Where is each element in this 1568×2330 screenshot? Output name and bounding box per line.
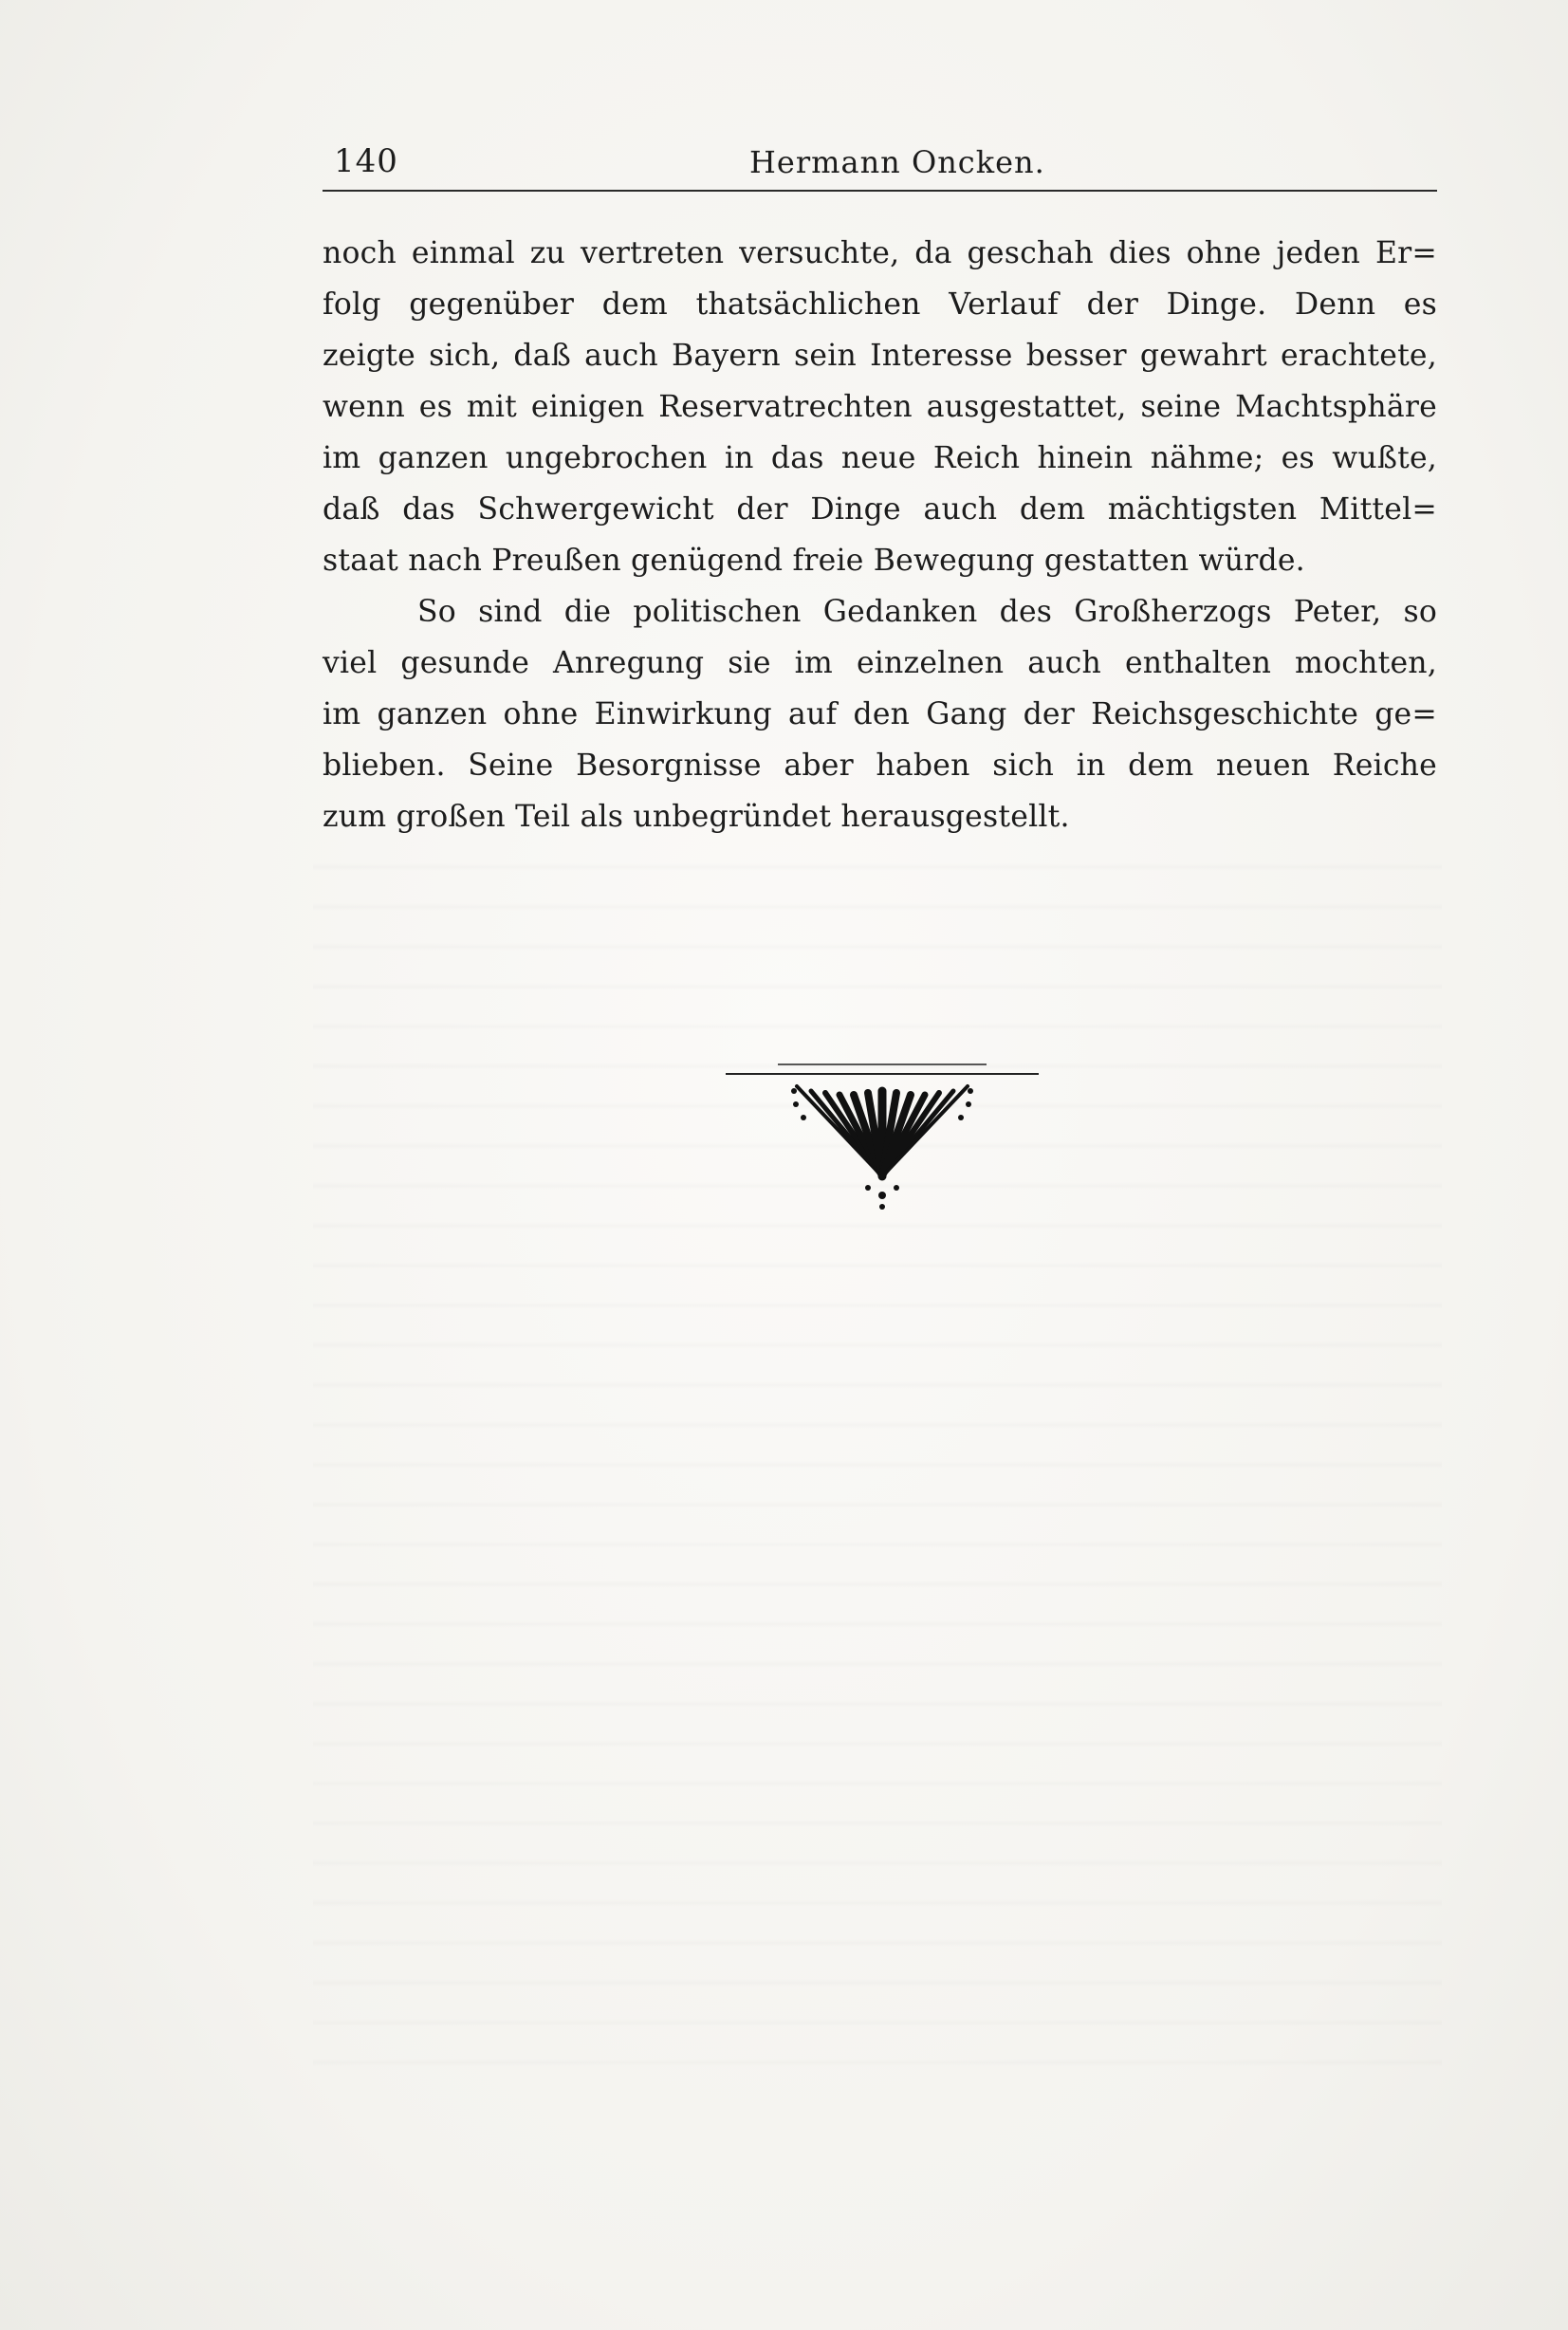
text-line: So sind die politischen Gedanken des Großherzogs Peter, so [417,595,1437,629]
page-number: 140 [334,142,398,180]
running-head: Hermann Oncken. [749,144,1045,180]
page-header [323,142,1437,190]
text-line: im ganzen ungebrochen in das neue Reich hinein nähme; es wußte, [323,441,1437,475]
text-line: folg gegenüber dem thatsächlichen Verlauf der Dinge. Denn es [323,287,1437,322]
text-line: im ganzen ohne Einwirkung auf den Gang der Reichsgeschichte ge= [323,697,1437,731]
bleed-through-texture [313,835,1442,2087]
text-line: noch einmal zu vertreten versuchte, da geschah dies ohne jeden Er= [323,236,1437,270]
text-line: blieben. Seine Besorgnisse aber haben sich in dem neuen Reiche [323,749,1437,783]
text-line: zum großen Teil als unbegründet herausgestellt. [323,800,1070,834]
text-line: zeigte sich, daß auch Bayern sein Interesse besser gewahrt erachtete, [323,339,1437,373]
body-text [323,228,1437,842]
text-line: wenn es mit einigen Reservatrechten ausgestattet, seine Machtsphäre [323,390,1437,424]
header-rule [323,190,1437,192]
text-line: viel gesunde Anregung sie im einzelnen auch enthalten mochten, [323,646,1437,680]
text-line: staat nach Preußen genügend freie Bewegung gestatten würde. [323,544,1305,578]
text-line: daß das Schwergewicht der Dinge auch dem mächtigsten Mittel= [323,492,1437,527]
printers-ornament-sunburst-icon [726,1053,1039,1214]
